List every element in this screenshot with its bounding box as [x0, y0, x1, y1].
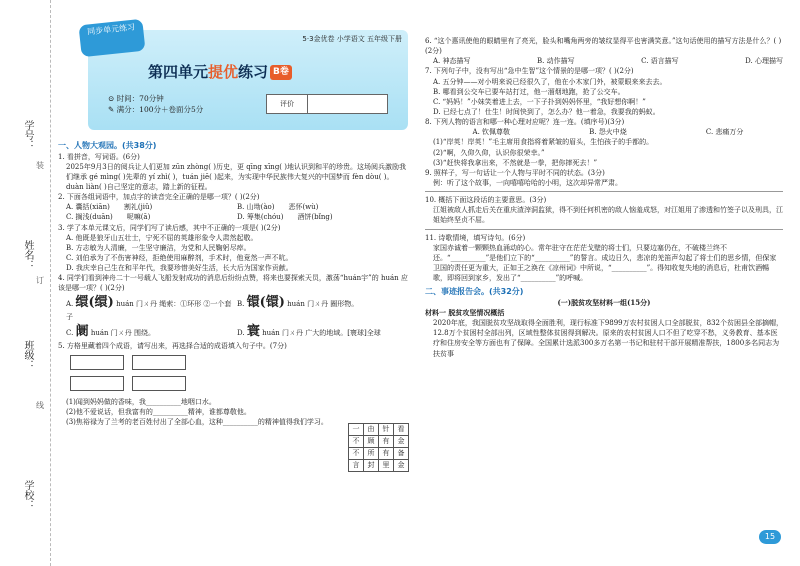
unit-header	[86, 22, 408, 130]
option: D. 我庆幸自己生在和平年代，我要珍惜美好生活，长大后为国家作贡献。	[66, 264, 293, 273]
option: B. 哪看到公交车已要车站打过，他一溜烟地跑，抢了公交车。	[433, 87, 625, 96]
grid-cell: 有	[379, 436, 394, 448]
answer-boxes	[58, 376, 408, 394]
grid-cell: 由	[364, 424, 379, 436]
option: B. 山坳(ào) 恶怀(wù)	[237, 203, 319, 212]
question-8: 8. 下列人物的语言和哪一种心理对应呢？连一连。(填序号)(3分)	[425, 118, 625, 127]
q6-options	[425, 56, 783, 66]
question-11: 11. 诗歌情境，填写诗句。(6分)	[425, 233, 526, 242]
id-label: 学号：	[22, 120, 33, 150]
seal-word: 线	[36, 401, 44, 410]
q8-options	[425, 127, 783, 137]
option: A. 他既是狼牙山五壮士，宁死不屈的英雄形象令人肃然起敬。	[66, 233, 258, 242]
answer-box[interactable]	[132, 376, 186, 391]
option-desc: huán 门ㄨ丹 圈形物。	[287, 299, 359, 308]
option-char: 寰	[246, 323, 260, 339]
grid-cell: 备	[394, 448, 409, 460]
option	[237, 294, 408, 323]
score-text: 满分：100分＋卷面分5分	[116, 104, 204, 114]
option	[66, 323, 237, 342]
question-6: 6. “这个惠讯使他的眼睛里有了亮光，脸头和嘴角两旁的皱纹显得平也害满笑意。”这句话使用的描写方法是什么？( )(2分)	[425, 37, 782, 56]
option: D. 已经七点了！仕生！时间快到了，怎么办？他一着急，我要我的蚂蚁。	[433, 107, 660, 116]
grid-cell: 不	[349, 436, 364, 448]
option-letter: D.	[237, 328, 245, 337]
score-info: ✎ 满分：100分＋卷面分5分	[108, 104, 204, 114]
answer-line[interactable]	[425, 229, 783, 230]
option-char: 镮(镮)	[246, 294, 285, 310]
section-title: 一、人物大观园。(共38分)	[58, 141, 157, 150]
question-4: 4. 同学们看到神舟二十一号载人飞船发射成功的消息后纷纷点赞，将来也要探索天员，激荡“huán宇”的 huán 应该是哪一项？( )(2分)	[58, 274, 408, 293]
grid-cell: 看	[394, 424, 409, 436]
time-limit: ⊙ 时间：70分钟	[108, 94, 164, 103]
q5-sentence: (2)他不爱说话，但我富有的__________精神，谁都尊敬他。	[66, 407, 251, 416]
material-heading: 材料一 脱贫攻坚情况概括	[425, 307, 505, 317]
option: B. 怨火中烧	[589, 128, 627, 137]
name-label: 姓名：	[22, 240, 33, 270]
option-letter: C.	[66, 328, 74, 337]
q4-options	[58, 294, 408, 342]
idiom-grid	[348, 423, 409, 472]
answer-box[interactable]	[132, 355, 186, 370]
grid-cell: 针	[379, 424, 394, 436]
grid-cell: 封	[364, 460, 379, 472]
option	[237, 323, 408, 342]
option: B. 方志敏为人清廉，一生坚守廉洁，为党和人民鞠躬尽瘁。	[66, 243, 251, 252]
grid-cell: 不	[349, 448, 364, 460]
practice-badge: 同步单元练习	[79, 19, 146, 58]
part1-questions-cont	[425, 36, 783, 359]
option-letter: B.	[237, 299, 245, 308]
left-column	[58, 0, 413, 566]
page-number: 15	[759, 530, 781, 544]
q8-item: (3)“赶快将我拿出来，不然就是一拳，把你摔死去！”	[433, 158, 598, 167]
option: A. 五分钟——对小明来说已经很久了，他在小木家门外，被蒙眼来来去去。	[433, 77, 667, 86]
grid-cell: 言	[349, 460, 364, 472]
answer-box[interactable]	[70, 376, 124, 391]
grid-cell: 里	[379, 460, 394, 472]
q8-item: (2)“啊，久仰久仰，认识你很荣幸。”	[433, 148, 545, 157]
evaluation-box	[266, 94, 388, 114]
grid-cell: 所	[364, 448, 379, 460]
question-9: 9. 照样子，写一句话让一个人物与平时不同的状态。(3分)	[425, 168, 605, 177]
option-desc: huán 门ㄨ丹 广大的地域。[寰球]全球	[262, 328, 381, 337]
option: C. 语言描写	[641, 57, 679, 66]
q5-sentence: (1)闻到妈妈做的香味，我__________地咽口水。	[66, 397, 216, 406]
option: D. 心理描写	[745, 57, 783, 66]
option: D. 筹集(chóu) 酒饼(bǐng)	[237, 213, 333, 222]
option	[66, 294, 237, 323]
option-desc: huán 门ㄨ丹 围绕。	[90, 328, 155, 337]
material-text: 2020年底，我国脱贫攻坚战取得全面胜利，现行标准下9899万农村贫困人口全部脱贫，832个贫困县全部摘帽，12.8万个贫困村全部出列，区域性整体贫困得到解决。原来的农村贫困人口不但了吃穿不愁，义务教育、基本医疗和住房安全等方面也有了保障。全国累计选派300多万名第一书记和驻村干部开展精准帮扶，1800多名同志为扶贫事	[433, 319, 783, 358]
paper-badge: B卷	[270, 65, 292, 80]
title-prefix: 第四单元	[148, 63, 209, 81]
section-title: 二、事迹报告会。(共32分)	[425, 287, 524, 297]
seal-word: 订	[36, 276, 44, 285]
class-label: 班级：	[22, 340, 33, 370]
answer-box[interactable]	[70, 355, 124, 370]
question-5: 5. 方格里藏着四个成语，请写出来，再选择合适的成语填入句子中。(7分)	[58, 342, 287, 351]
grid-cell: 一	[349, 424, 364, 436]
option: C. 搁浅(duān) 呢嘛(ā)	[66, 213, 151, 222]
exam-meta	[108, 94, 203, 116]
option: C. “妈妈！”小妹笑着进上去，一下子扑到妈妈怀里，“我好想你啊！”	[433, 97, 646, 106]
evaluation-label: 评价	[267, 95, 308, 113]
q10-passage: 江姐被敌人抓走后关在重庆渣滓洞监狱，得不到任何机密的敌人恼羞成怒，对江姐用了渗透和竹签子以及刑具，江姐始终坚贞不屈。	[433, 206, 783, 225]
option-char: 缳(缳)	[75, 294, 114, 310]
question-2: 2. 下面各组词语中，加点字的读音完全正确的是哪一项？( )(2分)	[58, 193, 260, 202]
question-10: 10. 概括下面这段话的主要意思。(3分)	[425, 196, 547, 205]
grid-cell: 顾	[364, 436, 379, 448]
question-3: 3. 学了本单元课文后，同学们写了读后感，其中不正确的一项是( )(2分)	[58, 223, 281, 232]
seal-word: 装	[36, 161, 44, 170]
series-info: 5·3金优卷 小学语文 五年级下册	[302, 35, 402, 43]
question-7: 7. 下列句子中，没有写出“急中生智”这个情景的是哪一项？( )(2分)	[425, 67, 634, 76]
answer-line[interactable]	[425, 191, 783, 192]
q9-example: 例：听了这个故事，一向嘻嘻哈哈的小明，这次却异常严肃。	[433, 178, 622, 187]
time-text: 时间：70分钟	[116, 94, 164, 103]
option: C. 悲痛万分	[705, 128, 744, 137]
option: A. 钦佩尊敬	[472, 128, 511, 137]
part1-questions	[58, 140, 408, 427]
page-title	[148, 62, 292, 84]
binding-margin	[0, 0, 51, 566]
q5-sentence: (3)焦裕禄为了兰考的老百姓付出了全部心血，这种__________的精神值得我们学习。	[66, 418, 328, 427]
title-suffix: 练习	[238, 63, 269, 81]
school-label: 学校：	[22, 480, 33, 510]
q1-passage-end: duàn liàn( )自己坚定的意志，踏上新的征程。	[66, 183, 212, 192]
title-highlight: 提优	[208, 63, 239, 81]
q11-passage: 家国赤诚着一颗颗热血涌动的心。常年驻守在茫茫戈壁的将士们，只要边塞仍在，不破楼兰终不还。“__________”是他们立下的“__________”的誓言。成边日久，悲凉的羌笛声勾起了将士们的思乡情，但保家卫国的责任更为重大，正如王之涣在《凉州词》中所说，“__________”。得知收复失地的消息后，杜甫饮酒暢歌，即将回到家乡，发出了“__________”的呼喊。	[433, 243, 777, 283]
grid-cell: 金	[394, 436, 409, 448]
option: A. 神态描写	[433, 57, 471, 66]
option-desc: huán 门ㄨ丹 绳索：①环形 ②一个套子	[66, 299, 232, 322]
answer-boxes	[58, 355, 408, 373]
right-column	[425, 0, 785, 566]
option: A. 囊括(xiān) 割礼(jiǔ)	[66, 203, 153, 212]
option-char: 阛	[75, 323, 89, 339]
q8-item: (1)“岸英！岸英！”毛主席用食指将着紧皱的眉头，生怕孩子的手都的。	[433, 138, 654, 147]
q1-passage: 2025年9月3日的阅兵让人们更加 zūn zhòng( )历史，更 qīng xīng( )地认识到和平的珍贵。这场阅兵激励我们继承 gé mìng( )先辈的 yí zhì( )，tuán jiē( )起来，为实现中华民族伟大复兴的中国梦而 fèn dòu( )。	[66, 162, 406, 181]
q2-options	[58, 202, 408, 222]
option: C. 刘伯承为了不伤害神经，拒绝使用麻醉剂，手术时，他竟然一声不吭。	[66, 254, 293, 262]
option-letter: A.	[66, 299, 74, 308]
grid-cell: 有	[379, 448, 394, 460]
grid-cell: 金	[394, 460, 409, 472]
option: B. 动作描写	[537, 57, 575, 66]
material-title: (一)脱贫攻坚材料一组(15分)	[557, 297, 651, 307]
question-1: 1. 看拼音，写词语。(6分)	[58, 152, 140, 161]
